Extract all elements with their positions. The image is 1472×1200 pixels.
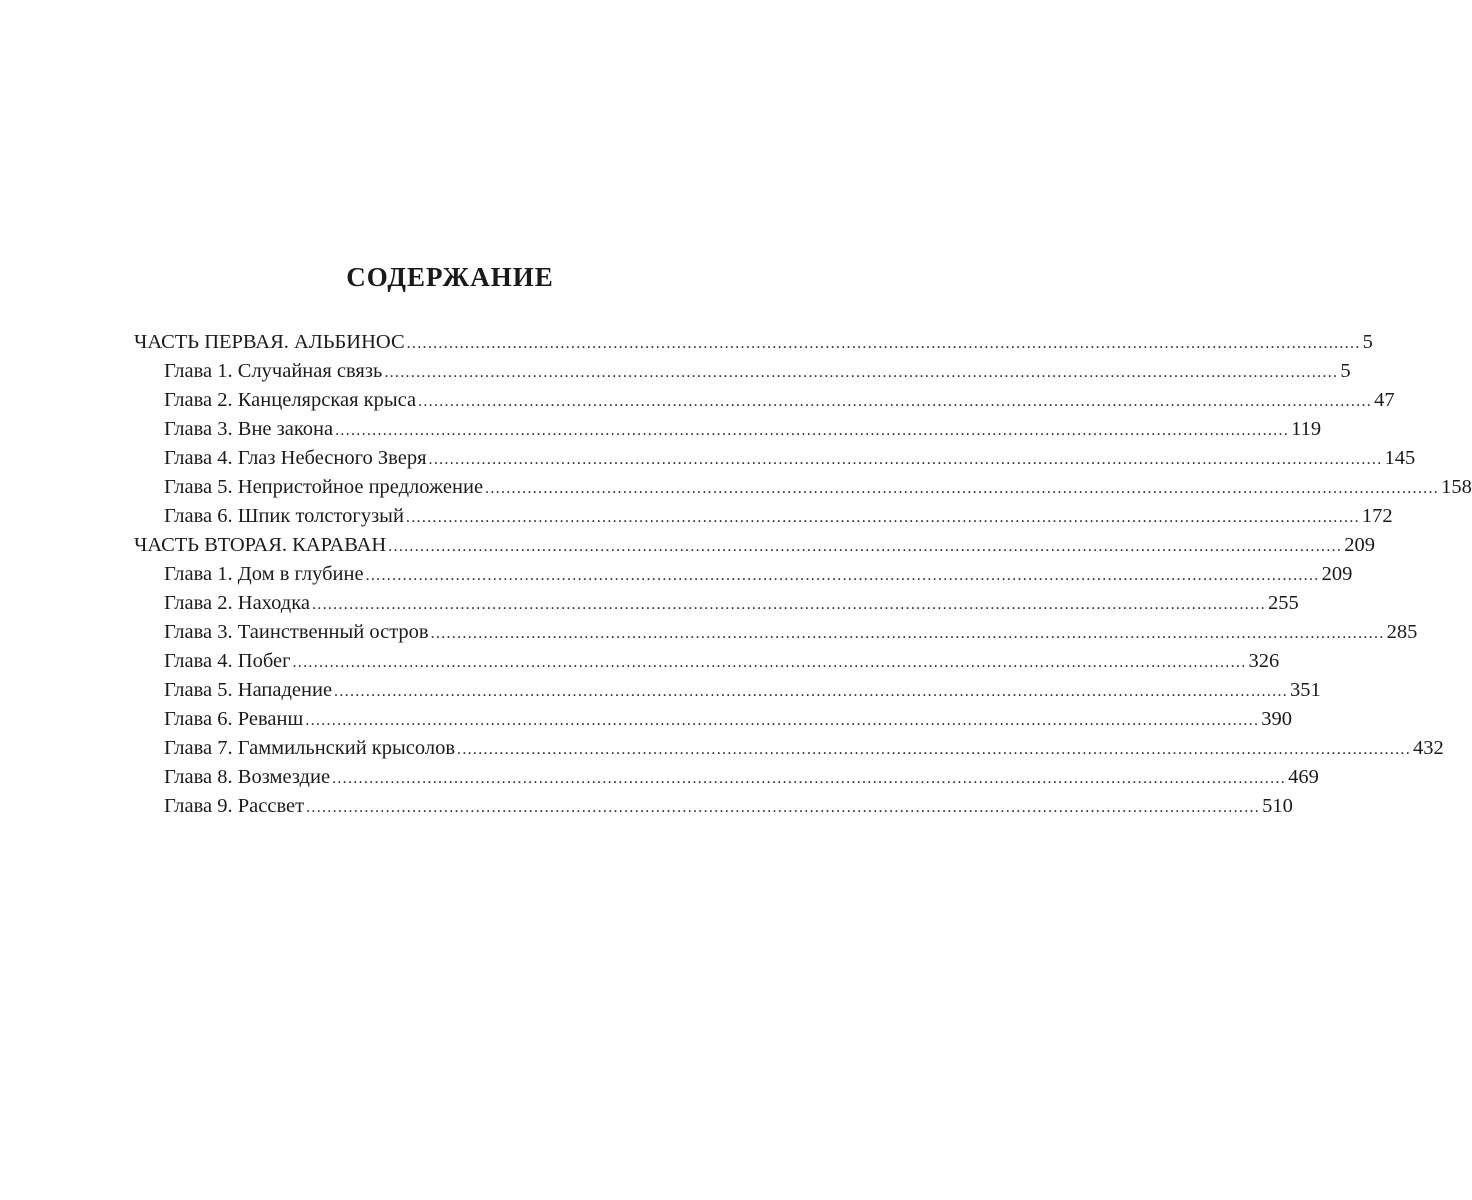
toc-page-number: 285 bbox=[1386, 621, 1418, 643]
toc-page-number: 510 bbox=[1262, 795, 1293, 817]
toc-page-number: 469 bbox=[1288, 766, 1319, 788]
toc-entry-label: Глава 2. Канцелярская крыса bbox=[164, 389, 417, 411]
toc-entry-label: Глава 9. Рассвет bbox=[164, 795, 305, 817]
toc-entry-label: Глава 3. Вне закона bbox=[164, 418, 334, 440]
toc-leader-dots: .................................................................................................................................................................................... bbox=[311, 596, 1266, 613]
toc-chapter-entry[interactable] bbox=[134, 357, 1351, 386]
toc-chapter-entry[interactable] bbox=[134, 676, 1321, 705]
toc-leader-dots: .................................................................................................................................................................................... bbox=[384, 364, 1339, 381]
toc-part-entry[interactable] bbox=[134, 531, 1375, 560]
toc-chapter-entry[interactable] bbox=[134, 589, 1299, 618]
toc-page-number: 145 bbox=[1384, 447, 1416, 469]
toc-page-number: 351 bbox=[1290, 679, 1321, 701]
toc-chapter-entry[interactable] bbox=[134, 647, 1280, 676]
toc-chapter-entry[interactable] bbox=[134, 473, 1472, 502]
toc-leader-dots: .................................................................................................................................................................................... bbox=[457, 741, 1412, 758]
toc-entry-label: Глава 1. Дом в глубине bbox=[164, 563, 364, 585]
toc-page-number: 5 bbox=[1340, 360, 1351, 382]
toc-chapter-entry[interactable] bbox=[134, 560, 1353, 589]
toc-page-number: 326 bbox=[1248, 650, 1280, 672]
toc-leader-dots: .................................................................................................................................................................................... bbox=[335, 422, 1290, 439]
toc-leader-dots: .................................................................................................................................................................................... bbox=[334, 683, 1289, 700]
toc-chapter-entry[interactable] bbox=[134, 618, 1418, 647]
toc-page-number: 158 bbox=[1441, 476, 1472, 498]
toc-entry-label: Глава 1. Случайная связь bbox=[164, 360, 383, 382]
toc-page-number: 5 bbox=[1362, 331, 1373, 353]
toc-leader-dots: .................................................................................................................................................................................... bbox=[332, 770, 1287, 787]
toc-entry-label: Глава 4. Побег bbox=[164, 650, 291, 672]
toc-chapter-entry[interactable] bbox=[134, 734, 1444, 763]
toc-leader-dots: .................................................................................................................................................................................... bbox=[292, 654, 1247, 671]
toc-list bbox=[134, 328, 1472, 821]
toc-chapter-entry[interactable] bbox=[134, 763, 1319, 792]
toc-entry-label: Глава 8. Возмездие bbox=[164, 766, 331, 788]
toc-leader-dots: .................................................................................................................................................................................... bbox=[406, 335, 1361, 352]
toc-entry-label: Глава 5. Непристойное предложение bbox=[164, 476, 484, 498]
toc-chapter-entry[interactable] bbox=[134, 444, 1416, 473]
toc-leader-dots: .................................................................................................................................................................................... bbox=[485, 480, 1440, 497]
toc-entry-label: Глава 4. Глаз Небесного Зверя bbox=[164, 447, 427, 469]
toc-entry-label: Глава 2. Находка bbox=[164, 592, 310, 614]
toc-leader-dots: .................................................................................................................................................................................... bbox=[405, 509, 1360, 526]
toc-part-entry[interactable] bbox=[134, 328, 1373, 357]
toc-leader-dots: .................................................................................................................................................................................... bbox=[428, 451, 1383, 468]
toc-leader-dots: .................................................................................................................................................................................... bbox=[305, 712, 1260, 729]
toc-leader-dots: .................................................................................................................................................................................... bbox=[418, 393, 1373, 410]
toc-page-number: 255 bbox=[1267, 592, 1299, 614]
toc-chapter-entry[interactable] bbox=[134, 415, 1322, 444]
toc-entry-label: Глава 7. Гаммильнский крысолов bbox=[164, 737, 456, 759]
toc-leader-dots: .................................................................................................................................................................................... bbox=[306, 799, 1261, 816]
toc-entry-label: Глава 3. Таинственный остров bbox=[164, 621, 429, 643]
page-title: СОДЕРЖАНИЕ bbox=[346, 262, 554, 292]
toc-page-number: 390 bbox=[1261, 708, 1293, 730]
toc-page-number: 47 bbox=[1374, 389, 1395, 411]
toc-entry-label: Глава 5. Нападение bbox=[164, 679, 333, 701]
toc-leader-dots: .................................................................................................................................................................................... bbox=[430, 625, 1385, 642]
toc-entry-label: ЧАСТЬ ПЕРВАЯ. АЛЬБИНОС bbox=[134, 331, 405, 353]
toc-leader-dots: .................................................................................................................................................................................... bbox=[365, 567, 1320, 584]
toc-chapter-entry[interactable] bbox=[134, 705, 1293, 734]
toc-page-number: 172 bbox=[1361, 505, 1393, 527]
toc-page-number: 432 bbox=[1413, 737, 1444, 759]
toc-leader-dots: .................................................................................................................................................................................... bbox=[388, 538, 1343, 555]
toc-chapter-entry[interactable] bbox=[134, 792, 1293, 821]
toc-page-number: 209 bbox=[1344, 534, 1375, 556]
toc-entry-label: ЧАСТЬ ВТОРАЯ. КАРАВАН bbox=[134, 534, 387, 556]
toc-entry-label: Глава 6. Реванш bbox=[164, 708, 304, 730]
toc-entry-label: Глава 6. Шпик толстогузый bbox=[164, 505, 404, 527]
toc-chapter-entry[interactable] bbox=[134, 502, 1393, 531]
toc-page-number: 209 bbox=[1321, 563, 1353, 585]
toc-page-number: 119 bbox=[1291, 418, 1322, 440]
toc-chapter-entry[interactable] bbox=[134, 386, 1395, 415]
